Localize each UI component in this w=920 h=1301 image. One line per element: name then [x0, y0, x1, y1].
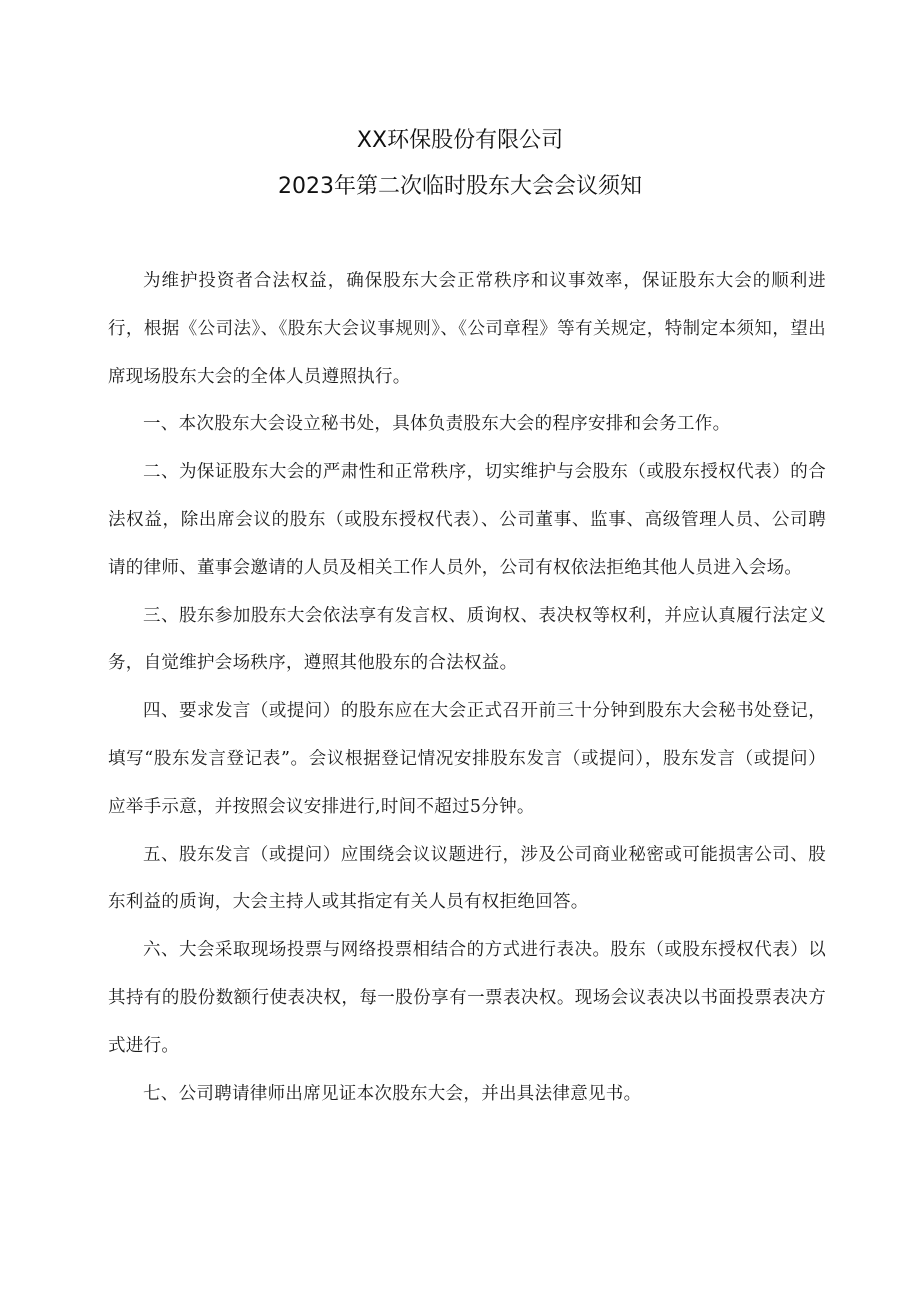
paragraph-item-3: 三、股东参加股东大会依法享有发言权、质询权、表决权等权利，并应认真履行法定义务，自觉维护会场秩序，遵照其他股东的合法权益。 — [108, 605, 826, 674]
paragraph-item-2: 二、为保证股东大会的严肃性和正常秩序，切实维护与会股东（或股东授权代表）的合法权益，除出席会议的股东（或股东授权代表）、公司董事、监事、高级管理人员、公司聘请的律师、董事会邀请的人员及相关工作人员外，公司有权依法拒绝其他人员进入会场。 — [108, 462, 826, 578]
document-title — [0, 118, 920, 210]
company-name-title: XX环保股份有限公司 — [356, 128, 564, 153]
paragraph-item-7: 七、公司聘请律师出席见证本次股东大会，并出具法律意见书。 — [143, 1083, 642, 1104]
paragraph-item-6: 六、大会采取现场投票与网络投票相结合的方式进行表决。股东（或股东授权代表）以其持有的股份数额行使表决权，每一股份享有一票表决权。现场会议表决以书面投票表决方式进行。 — [108, 940, 826, 1056]
paragraph-item-5: 五、股东发言（或提问）应围绕会议议题进行，涉及公司商业秘密或可能损害公司、股东利益的质询，大会主持人或其指定有关人员有权拒绝回答。 — [108, 844, 826, 913]
paragraph-item-1: 一、本次股东大会设立秘书处，具体负责股东大会的程序安排和会务工作。 — [143, 414, 731, 435]
paragraph-intro: 为维护投资者合法权益，确保股东大会正常秩序和议事效率，保证股东大会的顺利进行，根据《公司法》、《股东大会议事规则》、《公司章程》等有关规定，特制定本须知，望出席现场股东大会的全体人员遵照执行。 — [108, 271, 826, 387]
meeting-notice-title: 2023年第二次临时股东大会会议须知 — [278, 174, 642, 199]
paragraph-item-4: 四、要求发言（或提问）的股东应在大会正式召开前三十分钟到股东大会秘书处登记，填写“股东发言登记表”。会议根据登记情况安排股东发言（或提问），股东发言（或提问）应举手示意，并按照会议安排进行,时间不超过5分钟。 — [108, 701, 826, 817]
document-body — [108, 258, 826, 1118]
